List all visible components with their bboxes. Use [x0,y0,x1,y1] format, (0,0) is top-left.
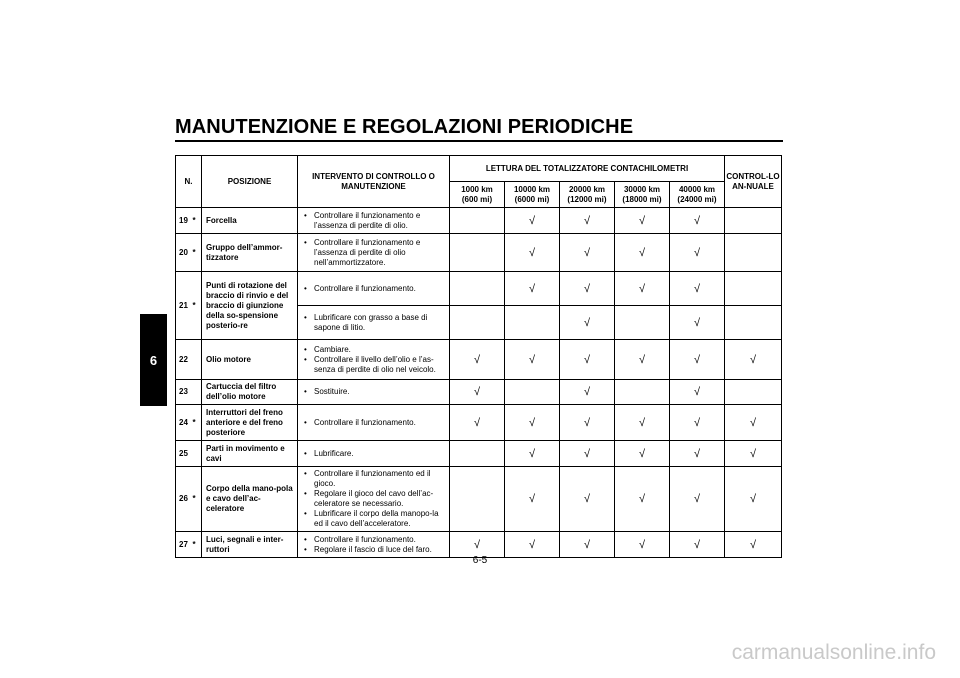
header-km-30000: 30000 km (18000 mi) [615,182,670,208]
action-cell [298,272,450,306]
header-position: POSIZIONE [202,156,298,208]
check-mark: √ [560,208,615,234]
table-row [176,441,782,467]
title-rule [175,140,783,142]
action-cell [298,234,450,272]
action-list [302,238,445,268]
page-title: MANUTENZIONE E REGOLAZIONI PERIODICHE [175,116,634,138]
table-row [176,532,782,558]
check-mark: √ [560,234,615,272]
header-action: INTERVENTO DI CONTROLLO O MANUTENZIONE [298,156,450,208]
table-row [176,467,782,532]
check-mark: √ [670,441,725,467]
check-mark: √ [670,208,725,234]
action-list [302,211,445,231]
check-mark: √ [560,306,615,340]
check-mark: √ [560,532,615,558]
row-number: 27 [176,532,193,558]
maintenance-table [175,155,782,558]
action-item: • Controllare il livello dell’olio e l’as-senza di perdite di olio nel veicolo. [302,355,445,375]
check-mark: √ [505,405,560,441]
row-number: 23 [176,380,193,405]
header-num: N. [176,156,202,208]
check-mark: √ [450,532,505,558]
row-number: 20 [176,234,193,272]
position-cell: Gruppo dell’ammor-tizzatore [202,234,298,272]
check-mark: √ [615,208,670,234]
empty-cell [725,234,782,272]
maintenance-table-body [176,208,782,558]
action-list [302,345,445,375]
empty-cell [450,272,505,306]
action-cell [298,532,450,558]
empty-cell [725,208,782,234]
action-cell [298,340,450,380]
action-item: • Controllare il funzionamento. [302,284,445,294]
position-cell: Forcella [202,208,298,234]
table-row [176,208,782,234]
action-list [302,449,445,459]
empty-cell [725,272,782,306]
action-item: • Regolare il fascio di luce del faro. [302,545,445,555]
position-cell: Olio motore [202,340,298,380]
check-mark: √ [560,467,615,532]
check-mark: √ [670,405,725,441]
action-item: • Sostituire. [302,387,445,397]
empty-cell [505,306,560,340]
row-number: 21 [176,272,193,340]
position-cell: Luci, segnali e inter-ruttori [202,532,298,558]
check-mark: √ [450,380,505,405]
check-mark: √ [505,340,560,380]
periodic-check-marker: * [193,234,202,272]
action-cell [298,405,450,441]
empty-cell [615,380,670,405]
check-mark: √ [615,467,670,532]
periodic-check-marker [193,441,202,467]
check-mark: √ [505,208,560,234]
table-row [176,234,782,272]
check-mark: √ [505,467,560,532]
action-cell [298,467,450,532]
position-cell: Corpo della mano-pola e cavo dell’ac-celeratore [202,467,298,532]
check-mark: √ [725,441,782,467]
action-cell [298,441,450,467]
action-list [302,387,445,397]
check-mark: √ [615,340,670,380]
check-mark: √ [670,340,725,380]
check-mark: √ [560,380,615,405]
check-mark: √ [560,340,615,380]
check-mark: √ [670,532,725,558]
check-mark: √ [725,405,782,441]
empty-cell [450,306,505,340]
watermark: carmanualsonline.info [731,641,936,664]
action-item: • Lubrificare. [302,449,445,459]
table-row [176,272,782,306]
table-row [176,405,782,441]
check-mark: √ [450,405,505,441]
check-mark: √ [505,234,560,272]
action-list [302,313,445,333]
check-mark: √ [505,532,560,558]
action-item: • Cambiare. [302,345,445,355]
periodic-check-marker: * [193,532,202,558]
row-number: 26 [176,467,193,532]
row-number: 25 [176,441,193,467]
header-km-1000: 1000 km (600 mi) [450,182,505,208]
header-km-10000: 10000 km (6000 mi) [505,182,560,208]
empty-cell [450,467,505,532]
periodic-check-marker: * [193,467,202,532]
action-item: • Lubrificare il corpo della manopo-la ed il cavo dell’acceleratore. [302,509,445,529]
table-row [176,380,782,405]
action-list [302,418,445,428]
action-cell [298,380,450,405]
action-list [302,469,445,529]
action-item: • Controllare il funzionamento e l’assenza di perdite di olio nell’ammortizzatore. [302,238,445,268]
row-number: 24 [176,405,193,441]
empty-cell [450,441,505,467]
check-mark: √ [670,467,725,532]
action-item: • Controllare il funzionamento e l’assenza di perdite di olio. [302,211,445,231]
position-cell: Punti di rotazione del braccio di rinvio e del braccio di giunzione della so-spensione posterio-re [202,272,298,340]
check-mark: √ [725,340,782,380]
check-mark: √ [670,234,725,272]
header-km-40000: 40000 km (24000 mi) [670,182,725,208]
action-item: • Controllare il funzionamento ed il gioco. [302,469,445,489]
empty-cell [505,380,560,405]
header-km-20000: 20000 km (12000 mi) [560,182,615,208]
empty-cell [450,208,505,234]
header-annual: CONTROL-LO AN-NUALE [725,156,782,208]
check-mark: √ [615,405,670,441]
action-item: • Regolare il gioco del cavo dell’ac-celeratore se necessario. [302,489,445,509]
row-number: 19 [176,208,193,234]
check-mark: √ [725,532,782,558]
position-cell: Interruttori del freno anteriore e del freno posteriore [202,405,298,441]
check-mark: √ [670,306,725,340]
check-mark: √ [560,441,615,467]
check-mark: √ [670,380,725,405]
check-mark: √ [560,405,615,441]
periodic-check-marker: * [193,405,202,441]
check-mark: √ [615,234,670,272]
position-cell: Parti in movimento e cavi [202,441,298,467]
periodic-check-marker: * [193,208,202,234]
check-mark: √ [505,441,560,467]
table-row [176,340,782,380]
periodic-check-marker [193,380,202,405]
action-list [302,284,445,294]
check-mark: √ [560,272,615,306]
empty-cell [725,380,782,405]
periodic-check-marker [193,340,202,380]
empty-cell [725,306,782,340]
action-cell [298,306,450,340]
action-item: • Controllare il funzionamento. [302,535,445,545]
check-mark: √ [670,272,725,306]
check-mark: √ [615,272,670,306]
position-cell: Cartuccia del filtro dell’olio motore [202,380,298,405]
action-item: • Controllare il funzionamento. [302,418,445,428]
check-mark: √ [615,441,670,467]
empty-cell [450,234,505,272]
check-mark: √ [450,340,505,380]
check-mark: √ [505,272,560,306]
header-odometer: LETTURA DEL TOTALIZZATORE CONTACHILOMETRI [450,156,725,182]
action-cell [298,208,450,234]
check-mark: √ [615,532,670,558]
action-item: • Lubrificare con grasso a base di sapone di litio. [302,313,445,333]
action-list [302,535,445,555]
empty-cell [615,306,670,340]
section-tab: 6 [140,314,167,406]
page-number: 6-5 [472,555,488,566]
periodic-check-marker: * [193,272,202,340]
check-mark: √ [725,467,782,532]
row-number: 22 [176,340,193,380]
